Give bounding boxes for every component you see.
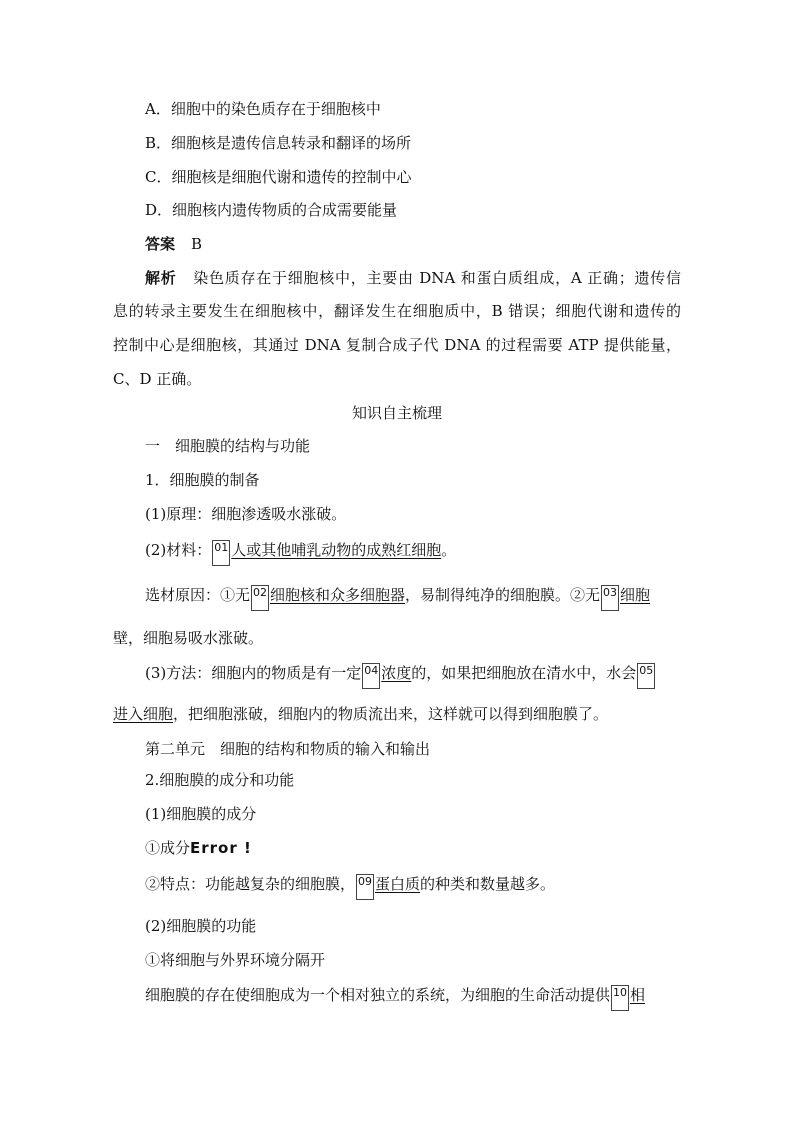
analysis-line-1: 解析 染色质存在于细胞核中，主要由 DNA 和蛋白质组成，A 正确；遗传信 <box>145 269 681 287</box>
blank-01: 01 <box>212 540 230 566</box>
analysis-line-2: 息的转录主要发生在细胞核中，翻译发生在细胞质中，B 错误；细胞代谢和遗传的 <box>113 302 681 320</box>
blank-04: 04 <box>362 663 380 689</box>
option-d: D．细胞核内遗传物质的合成需要能量 <box>145 201 398 219</box>
section-title: 知识自主梳理 <box>351 404 442 422</box>
option-b: B．细胞核是遗传信息转录和翻译的场所 <box>145 134 412 152</box>
composition-heading: (1)细胞膜的成分 <box>145 805 257 823</box>
blank-03: 03 <box>601 585 619 611</box>
part1-sub1: 1．细胞膜的制备 <box>145 471 260 489</box>
function-item-1: ①将细胞与外界环境分隔开 <box>145 951 326 969</box>
reason-answer-1: 细胞核和众多细胞器 <box>270 586 406 604</box>
function-heading: (2)细胞膜的功能 <box>145 917 257 935</box>
reason-line-cont: 壁，细胞易吸水涨破。 <box>113 629 264 647</box>
answer-value: B <box>191 235 203 253</box>
part1-heading: 一 细胞膜的结构与功能 <box>145 437 311 455</box>
blank-02: 02 <box>251 585 269 611</box>
blank-10: 10 <box>611 985 629 1011</box>
option-c: C．细胞核是细胞代谢和遗传的控制中心 <box>145 168 412 186</box>
analysis-line-3: 控制中心是细胞核，其通过 DNA 复制合成子代 DNA 的过程需要 ATP 提供能量， <box>113 336 681 354</box>
material-line: (2)材料： 01 人或其他哺乳动物的成熟红细胞。 <box>145 540 456 566</box>
part2-sub2: 2.细胞膜的成分和功能 <box>145 771 295 789</box>
answer-line <box>145 234 202 254</box>
reason-line: 选材原因：①无 02 细胞核和众多细胞器，易制得纯净的细胞膜。②无 03 细胞 <box>145 585 681 611</box>
unit-header: 第二单元 细胞的结构和物质的输入和输出 <box>145 740 431 758</box>
function-text: 细胞膜的存在使细胞成为一个相对独立的系统，为细胞的生命活动提供 10 相 <box>145 985 645 1011</box>
method-line: (3)方法：细胞内的物质是有一定 04 浓度的，如果把细胞放在清水中，水会 05 <box>145 663 656 689</box>
error-text: Error ! <box>190 839 252 857</box>
material-answer: 人或其他哺乳动物的成熟红细胞 <box>231 541 442 559</box>
blank-05: 05 <box>637 663 655 689</box>
reason-answer-2b: 壁 <box>113 629 129 647</box>
composition-item: ①成分Error ! <box>145 839 252 857</box>
analysis-line-4: C、D 正确。 <box>113 370 202 388</box>
function-answer-start: 相 <box>630 986 646 1004</box>
option-a: A．细胞中的染色质存在于细胞核中 <box>145 100 381 118</box>
analysis-label: 解析 <box>145 269 177 287</box>
feature-answer: 蛋白质 <box>375 875 421 893</box>
blank-09: 09 <box>356 874 374 900</box>
method-answer-1: 浓度 <box>381 664 412 682</box>
principle-line: (1)原理：细胞渗透吸水涨破。 <box>145 505 347 523</box>
method-line-cont: 进入细胞，把细胞涨破，细胞内的物质流出来，这样就可以得到细胞膜了。 <box>113 705 609 723</box>
feature-line: ②特点：功能越复杂的细胞膜， 09 蛋白质的种类和数量越多。 <box>145 874 555 900</box>
method-answer-2: 进入细胞 <box>113 705 174 723</box>
answer-label: 答案 <box>145 235 176 253</box>
reason-answer-2a: 细胞 <box>620 586 651 604</box>
